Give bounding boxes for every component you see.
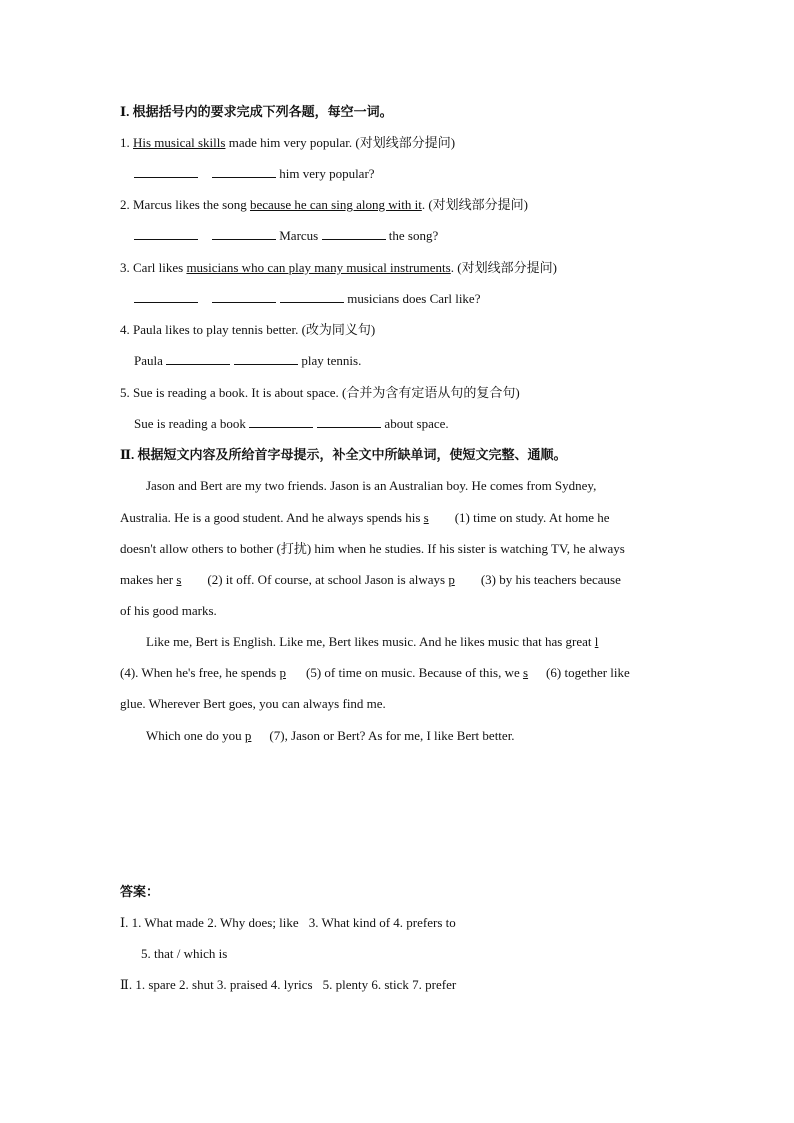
- passage-text: Like me, Bert is English. Like me, Bert likes music. And he likes music that has great: [146, 634, 595, 649]
- passage-text: (3) by his teachers because: [480, 572, 621, 587]
- passage-text: (6) together like: [546, 665, 630, 680]
- passage-text: (2) it off. Of course, at school Jason is always: [207, 572, 449, 587]
- section-2-heading: Ⅱ. 根据短文内容及所给首字母提示，补全文中所缺单词，使短文完整、通顺。: [120, 447, 567, 462]
- answer-text: play tennis.: [298, 353, 362, 368]
- hint-letter: p: [279, 665, 286, 680]
- question-5: 5. Sue is reading a book. It is about space. (合并为含有定语从句的复合句): [120, 385, 520, 400]
- hint-letter: s: [522, 665, 529, 680]
- hint-letter: l: [594, 634, 599, 649]
- blank[interactable]: [212, 227, 276, 240]
- answer-text: the song?: [385, 228, 439, 243]
- answers-line: 5. that / which is: [141, 946, 228, 961]
- question-number: 2.: [120, 197, 130, 212]
- hint-letter: s: [176, 572, 182, 587]
- passage-text: (5) of time on music. Because of this, we: [306, 665, 523, 680]
- blank[interactable]: [134, 165, 198, 178]
- answer-line-3: [134, 290, 480, 308]
- passage-text: makes her: [120, 572, 177, 587]
- question-text: . (对划线部分提问): [421, 197, 528, 212]
- passage-line: Jason and Bert are my two friends. Jason is an Australian boy. He comes from Sydney,: [146, 478, 597, 493]
- blank[interactable]: [212, 290, 276, 303]
- answers-line: [120, 976, 456, 994]
- passage-line: of his good marks.: [120, 603, 217, 618]
- question-number: 3.: [120, 260, 130, 275]
- underlined-phrase: because he can sing along with it: [249, 197, 422, 212]
- passage-text: (7), Jason or Bert? As for me, I like Bert better.: [269, 728, 515, 743]
- answer-line-4: [134, 352, 361, 370]
- answer-key-text: 3. What kind of 4. prefers to: [308, 915, 456, 930]
- answers-heading: 答案：: [120, 884, 160, 899]
- underlined-phrase: musicians who can play many musical instruments: [186, 260, 451, 275]
- hint-letter: s: [423, 510, 429, 525]
- section-1-heading: Ⅰ. 根据括号内的要求完成下列各题，每空一词。: [120, 104, 393, 119]
- answer-text: about space.: [381, 416, 449, 431]
- answers-line: [120, 914, 456, 932]
- hint-letter: p: [244, 728, 252, 743]
- underlined-phrase: His musical skills: [133, 135, 226, 150]
- hint-letter-blank-5[interactable]: [280, 665, 307, 680]
- passage-text: (4). When he's free, he spends: [120, 665, 280, 680]
- question-3: [120, 259, 557, 277]
- hint-letter-blank-2[interactable]: [176, 572, 207, 587]
- blank[interactable]: [212, 165, 276, 178]
- blank[interactable]: [134, 227, 198, 240]
- question-2: [120, 196, 528, 214]
- passage-line: [120, 509, 610, 527]
- blank[interactable]: [249, 415, 313, 428]
- blank[interactable]: [134, 290, 198, 303]
- passage-line: [146, 727, 515, 745]
- answer-line-1: [134, 165, 375, 183]
- hint-letter-blank-7[interactable]: [245, 728, 270, 743]
- hint-letter-blank-4[interactable]: [595, 634, 625, 649]
- passage-line: [146, 633, 624, 651]
- passage-line: [120, 571, 621, 589]
- passage-text: Australia. He is a good student. And he always spends his: [120, 510, 424, 525]
- answer-text: him very popular?: [276, 166, 375, 181]
- question-text: Carl likes: [129, 260, 187, 275]
- answer-key-text: Ⅱ. 1. spare 2. shut 3. praised 4. lyrics: [120, 977, 313, 992]
- question-text: made him very popular. (对划线部分提问): [225, 135, 456, 150]
- hint-letter-blank-3[interactable]: [448, 572, 481, 587]
- passage-text: (1) time on study. At home he: [454, 510, 610, 525]
- blank[interactable]: [280, 290, 344, 303]
- question-text: Marcus likes the song: [129, 197, 250, 212]
- question-1: [120, 134, 455, 152]
- question-4: 4. Paula likes to play tennis better. (改为同义句): [120, 322, 376, 337]
- answer-line-2: [134, 227, 438, 245]
- passage-line: [120, 664, 630, 682]
- hint-letter: p: [448, 572, 455, 587]
- answer-text: Sue is reading a book: [134, 416, 250, 431]
- passage-text: Which one do you: [146, 728, 245, 743]
- answer-key-text: Ⅰ. 1. What made 2. Why does; like: [120, 915, 299, 930]
- passage-line: glue. Wherever Bert goes, you can always find me.: [120, 696, 386, 711]
- answer-key-text: 5. plenty 6. stick 7. prefer: [322, 977, 457, 992]
- hint-letter-blank-6[interactable]: [523, 665, 546, 680]
- question-number: 1.: [120, 135, 130, 150]
- answer-text: musicians does Carl like?: [344, 291, 481, 306]
- answer-text: Paula: [134, 353, 167, 368]
- blank[interactable]: [234, 352, 298, 365]
- passage-line: doesn't allow others to bother (打扰) him when he studies. If his sister is watching TV, he always: [120, 541, 625, 556]
- answer-line-5: [134, 415, 449, 433]
- blank[interactable]: [322, 227, 386, 240]
- answer-text: Marcus: [276, 228, 322, 243]
- blank[interactable]: [166, 352, 230, 365]
- question-text: . (对划线部分提问): [450, 260, 557, 275]
- hint-letter-blank-1[interactable]: [424, 510, 455, 525]
- blank[interactable]: [317, 415, 381, 428]
